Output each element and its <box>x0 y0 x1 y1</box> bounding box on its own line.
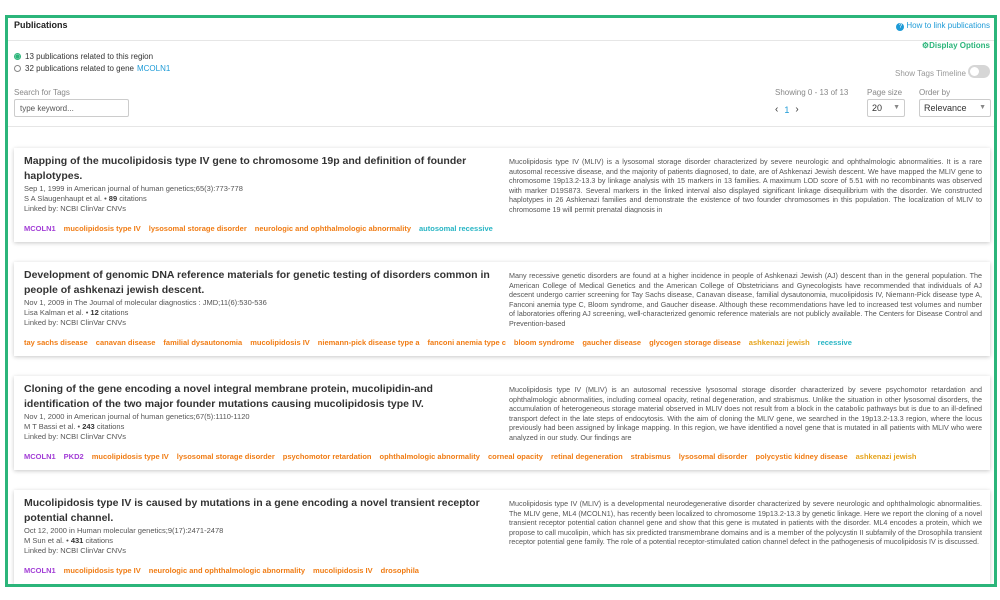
region-option[interactable] <box>14 50 170 62</box>
showing-count: Showing 0 - 13 of 13 <box>775 88 849 97</box>
tag[interactable]: MCOLN1 <box>24 224 56 233</box>
publication-card <box>14 148 990 242</box>
gene-option-label: 32 publications related to gene <box>25 63 134 73</box>
current-page[interactable]: 1 <box>784 104 790 115</box>
search-label: Search for Tags <box>14 88 70 97</box>
publication-info <box>24 154 499 214</box>
region-option-label: 13 publications related to this region <box>25 51 154 61</box>
publication-card <box>14 376 990 470</box>
tag[interactable]: ophthalmologic abnormality <box>379 452 480 461</box>
tag-list <box>24 224 984 236</box>
help-link-label: How to link publications <box>906 21 990 30</box>
chevron-down-icon: ▼ <box>979 104 986 111</box>
citations-label: citations <box>85 536 113 545</box>
citations-label: citations <box>100 308 129 317</box>
tag[interactable]: mucolipidosis type IV <box>63 566 141 575</box>
page-size-value: 20 <box>872 103 883 113</box>
order-by-value: Relevance <box>924 103 967 113</box>
page-size-label: Page size <box>867 88 903 97</box>
tag[interactable]: mucolipidosis type IV <box>63 224 141 233</box>
publication-abstract: Mucolipidosis type IV (MLIV) is a lysosomal storage disorder characterized by severe neurologic and ophthalmologic abnormalities. It is a rare autosomal recessive disease, and the majority of patients diagnosed, to date, are of Ashkenazi Jewish descent. We have mapped the MLIV gene to chromosome 19p13.2-13.3 by linkage analysis with 15 markers in 13 families. A maximum LOD score of 5.51 with no recombinants was observed with marker D19S873. Several markers in the linked interval also displayed significant linkage disequilibrium with the disorder. We constructed haplotypes in 26 Ashkenazi families and demonstrate the existence of two founder chromosomes in this population. The localization of MLIV to chromosome 19 will permit prenatal diagnosis in <box>509 157 982 213</box>
publication-authors-row: M Sun et al. • 431 citations <box>24 536 113 545</box>
citation-count: 12 <box>90 308 99 317</box>
display-options-label: Display Options <box>929 41 990 50</box>
tag[interactable]: ashkenazi jewish <box>855 452 917 461</box>
citation-count: 89 <box>108 194 118 203</box>
tag[interactable]: neurologic and ophthalmologic abnormality <box>254 224 411 233</box>
publication-info <box>24 382 499 442</box>
search-input[interactable] <box>14 99 129 117</box>
publication-title[interactable]: Mucolipidosis type IV is caused by mutations in a gene encoding a novel transient receptor potential channel. <box>24 497 480 524</box>
publication-authors: M Sun et al. <box>24 536 65 545</box>
publication-authors-row: M T Bassi et al. • 243 citations <box>24 422 125 431</box>
tag[interactable]: neurologic and ophthalmologic abnormality <box>148 566 306 575</box>
tag[interactable]: polycystic kidney disease <box>755 452 848 461</box>
tag-list <box>24 338 984 350</box>
tag[interactable]: ashkenazi jewish <box>748 338 810 347</box>
tag-list <box>24 452 984 464</box>
divider <box>8 126 994 127</box>
gear-icon: ⚙ <box>921 41 930 50</box>
publication-date-journal: Nov 1, 2000 in American journal of human genetics;67(5):1110-1120 <box>24 412 250 421</box>
publication-title[interactable]: Mapping of the mucolipidosis type IV gene to chromosome 19p and definition of founder haplotypes. <box>24 155 467 182</box>
publication-info <box>24 268 499 328</box>
publication-authors-row: Lisa Kalman et al. • 12 citations <box>24 308 129 317</box>
page-title: Publications <box>14 20 68 30</box>
tag[interactable]: drosophila <box>380 566 419 575</box>
publication-authors: M T Bassi et al. <box>24 422 76 431</box>
tag[interactable]: lysosomal storage disorder <box>148 224 247 233</box>
tag[interactable]: MCOLN1 <box>24 452 56 461</box>
tag[interactable]: lysosomal storage disorder <box>176 452 275 461</box>
display-options-button[interactable] <box>922 41 990 50</box>
tag[interactable]: fanconi anemia type c <box>427 338 506 347</box>
publication-title[interactable]: Development of genomic DNA reference materials for genetic testing of disorders common in people of ashkenazi jewish descent. <box>24 269 490 296</box>
tag[interactable]: retinal degeneration <box>550 452 623 461</box>
tag[interactable]: canavan disease <box>95 338 156 347</box>
citation-count: 243 <box>82 422 95 431</box>
publication-card <box>14 262 990 356</box>
linked-by: Linked by: NCBI ClinVar CNVs <box>24 546 126 555</box>
publication-authors: S A Slaugenhaupt et al. <box>24 194 102 203</box>
publication-date-journal: Nov 1, 2009 in The Journal of molecular diagnostics : JMD;11(6):530-536 <box>24 298 267 307</box>
prev-page-icon[interactable]: ‹ <box>775 104 779 115</box>
panel-header <box>8 18 994 41</box>
pager <box>775 104 799 115</box>
tag[interactable]: niemann-pick disease type a <box>317 338 420 347</box>
tag[interactable]: MCOLN1 <box>24 566 56 575</box>
tag-list <box>24 566 984 578</box>
publication-date-journal: Oct 12, 2000 in Human molecular genetics;9(17):2471-2478 <box>24 526 224 535</box>
help-link[interactable] <box>896 21 990 31</box>
publication-abstract: Mucolipidosis type IV (MLIV) is a developmental neurodegenerative disorder characterized by severe neurologic and ophthalmologic abnormalities. The MLIV gene, ML4 (MCOLN1), has recently been localized to chromosome 19p13.2-13.3 by genetic linkage. Here we report the cloning of a novel transient receptor potential cation channel gene and show that this gene is mutated in patients with the disorder. ML4 encodes a protein, which we propose to call mucolipin, which has six predicted transmembrane domains and is a member of the polycystin II subfamily of the Drosophila transient receptor potential gene family. The role of a potential receptor-stimulated cation channel defect in the pathogenesis of mucolipidosis IV is discussed. <box>509 499 982 546</box>
tag[interactable]: mucolipidosis IV <box>250 338 310 347</box>
publication-scope-options <box>14 50 170 74</box>
tag[interactable]: tay sachs disease <box>24 338 88 347</box>
publication-abstract: Many recessive genetic disorders are found at a higher incidence in people of Ashkenazi Jewish (AJ) descent than in the general population. The American College of Medical Genetics and the American College of Obstetricians and Gynecologists have recommended that individuals of AJ descent undergo carrier screening for Tay Sachs disease, Canavan disease, familial dysautonomia, mucolipidosis IV, Niemann-Pick disease type A, Fanconi anemia type C, Bloom syndrome, and Gaucher disease. Although these recommendations have led to increased test volumes and number of laboratories offering AJ screening, well-characterized genomic reference materials are not publicly available. The Centers for Disease Control and Prevention-based <box>509 271 982 327</box>
linked-by: Linked by: NCBI ClinVar CNVs <box>24 432 126 441</box>
tag[interactable]: strabismus <box>630 452 671 461</box>
publication-date-journal: Sep 1, 1999 in American journal of human genetics;65(3):773-778 <box>24 184 243 193</box>
tag[interactable]: familial dysautonomia <box>163 338 243 347</box>
radio-unselected[interactable] <box>14 65 21 72</box>
question-icon: ? <box>896 23 904 31</box>
citation-count: 431 <box>70 536 84 545</box>
tag[interactable]: mucolipidosis type IV <box>91 452 169 461</box>
publications-panel <box>5 15 997 587</box>
radio-selected[interactable] <box>14 53 21 60</box>
citations-label: citations <box>119 194 147 203</box>
tags-timeline-toggle[interactable] <box>968 65 990 78</box>
publication-info <box>24 496 499 556</box>
gene-option[interactable] <box>14 62 170 74</box>
citations-label: citations <box>96 422 125 431</box>
show-tags-timeline-label: Show Tags Timeline <box>895 69 966 78</box>
tag[interactable]: autosomal recessive <box>419 224 493 233</box>
tag[interactable]: lysosomal disorder <box>678 452 748 461</box>
tag[interactable]: psychomotor retardation <box>282 452 372 461</box>
linked-by: Linked by: NCBI ClinVar CNVs <box>24 204 126 213</box>
tag[interactable]: bloom syndrome <box>513 338 575 347</box>
chevron-down-icon: ▼ <box>893 104 900 111</box>
order-by-label: Order by <box>919 88 951 97</box>
publication-title[interactable]: Cloning of the gene encoding a novel integral membrane protein, mucolipidin-and identification of the two major founder mutations causing mucolipidosis type IV. <box>24 383 433 410</box>
tag[interactable]: corneal opacity <box>487 452 543 461</box>
publication-authors: Lisa Kalman et al. <box>24 308 84 317</box>
tag[interactable]: mucolipidosis IV <box>313 566 373 575</box>
linked-by: Linked by: NCBI ClinVar CNVs <box>24 318 126 327</box>
tag[interactable]: recessive <box>817 338 852 347</box>
publication-abstract: Mucolipidosis type IV (MLIV) is an autosomal recessive lysosomal storage disorder characterized by severe psychomotor retardation and ophthalmologic abnormalities, including corneal opacity, retinal degeneration, and strabismus. Unlike the situation in other lysosomal disorders, the accumulation of heterogeneous storage material observed in MLIV does not result from a block in the catabolic pathways but is due to an ill-defined transport defect in the late steps of endocytosis. With the aim of cloning the MLIV gene, we searched in the 19p13.2-13.3 region, where the locus previously had been assigned by linkage mapping. In this region, we have identified a novel gene that is mutated in all patients with MLIV who were analyzed in our study. Our findings are <box>509 385 982 441</box>
toggle-knob <box>970 67 979 76</box>
tag[interactable]: PKD2 <box>63 452 84 461</box>
order-by-select[interactable] <box>919 99 991 117</box>
gene-link[interactable]: MCOLN1 <box>136 63 171 73</box>
tag[interactable]: gaucher disease <box>582 338 642 347</box>
next-page-icon[interactable]: › <box>795 104 799 115</box>
publication-card <box>14 490 990 584</box>
page-size-select[interactable] <box>867 99 905 117</box>
publication-authors-row: S A Slaugenhaupt et al. • 89 citations <box>24 194 147 203</box>
tag[interactable]: glycogen storage disease <box>649 338 741 347</box>
